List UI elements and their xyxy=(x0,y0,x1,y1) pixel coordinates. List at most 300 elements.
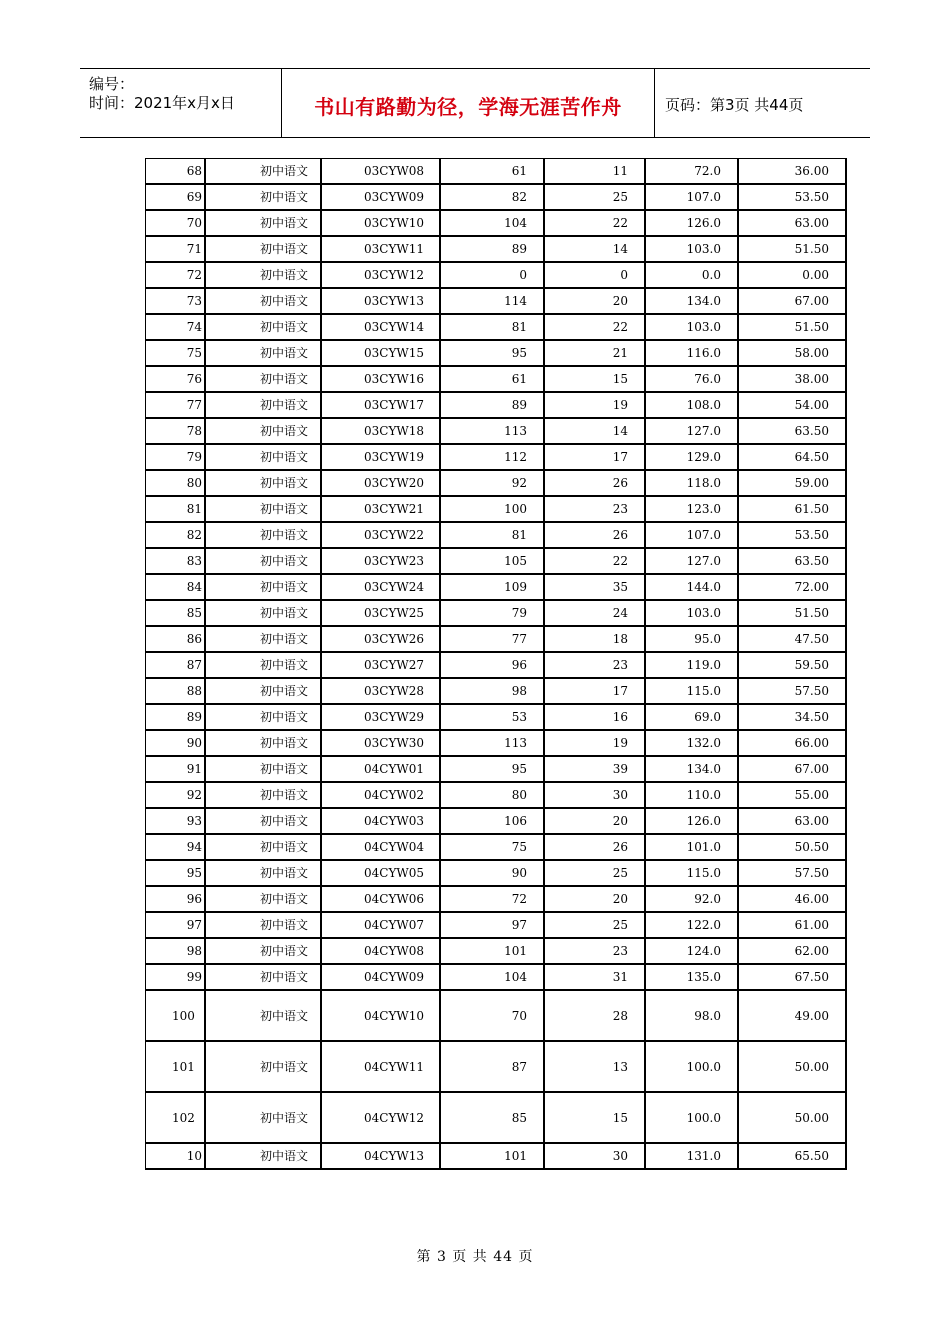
score-b-cell: 28 xyxy=(545,991,646,1042)
average-cell: 50.00 xyxy=(739,1042,847,1093)
row-number xyxy=(146,1042,206,1093)
average-cell: 64.50 xyxy=(739,445,847,471)
header-page-info: 页码：第3页 共44页 xyxy=(665,96,804,114)
subject-cell: 初中语文 xyxy=(206,1093,322,1144)
table-row xyxy=(146,497,847,523)
average-cell: 0.00 xyxy=(739,263,847,289)
table-row xyxy=(146,731,847,757)
code-cell: 04CYW07 xyxy=(322,913,441,939)
subject-cell: 初中语文 xyxy=(206,939,322,965)
total-cell: 100.0 xyxy=(646,1093,739,1144)
subject-cell: 初中语文 xyxy=(206,445,322,471)
row-number: 99 xyxy=(146,965,206,991)
table-row xyxy=(146,263,847,289)
row-number: 71 xyxy=(146,237,206,263)
code-cell: 03CYW09 xyxy=(322,185,441,211)
table-row xyxy=(146,705,847,731)
document-number-label: 编号： xyxy=(89,75,135,93)
table-row xyxy=(146,445,847,471)
table-row xyxy=(146,757,847,783)
table-row xyxy=(146,653,847,679)
code-cell: 03CYW19 xyxy=(322,445,441,471)
row-number: 97 xyxy=(146,913,206,939)
total-cell: 127.0 xyxy=(646,549,739,575)
average-cell: 59.00 xyxy=(739,471,847,497)
table-row xyxy=(146,575,847,601)
total-cell: 69.0 xyxy=(646,705,739,731)
row-number: 94 xyxy=(146,835,206,861)
subject-cell: 初中语文 xyxy=(206,289,322,315)
score-a-cell: 105 xyxy=(441,549,545,575)
total-cell: 115.0 xyxy=(646,679,739,705)
row-number: 69 xyxy=(146,185,206,211)
code-cell: 04CYW13 xyxy=(322,1144,441,1170)
code-cell: 03CYW30 xyxy=(322,731,441,757)
score-table-body xyxy=(146,159,847,1170)
score-b-cell: 30 xyxy=(545,1144,646,1170)
total-cell: 134.0 xyxy=(646,289,739,315)
average-cell: 57.50 xyxy=(739,861,847,887)
average-cell: 53.50 xyxy=(739,523,847,549)
page-header xyxy=(80,68,870,138)
row-number: 79 xyxy=(146,445,206,471)
row-number: 76 xyxy=(146,367,206,393)
total-cell: 95.0 xyxy=(646,627,739,653)
total-cell: 144.0 xyxy=(646,575,739,601)
subject-cell: 初中语文 xyxy=(206,809,322,835)
average-cell: 61.00 xyxy=(739,913,847,939)
code-cell: 03CYW08 xyxy=(322,159,441,185)
score-b-cell: 26 xyxy=(545,835,646,861)
table-row xyxy=(146,341,847,367)
score-b-cell: 26 xyxy=(545,523,646,549)
code-cell: 03CYW24 xyxy=(322,575,441,601)
average-cell: 51.50 xyxy=(739,601,847,627)
average-cell: 67.00 xyxy=(739,757,847,783)
total-cell: 72.0 xyxy=(646,159,739,185)
score-b-cell: 14 xyxy=(545,237,646,263)
score-b-cell: 15 xyxy=(545,1093,646,1144)
score-a-cell: 70 xyxy=(441,991,545,1042)
row-number: 91 xyxy=(146,757,206,783)
code-cell: 03CYW28 xyxy=(322,679,441,705)
average-cell: 53.50 xyxy=(739,185,847,211)
table-row xyxy=(146,861,847,887)
code-cell: 03CYW21 xyxy=(322,497,441,523)
average-cell: 62.00 xyxy=(739,939,847,965)
code-cell: 04CYW04 xyxy=(322,835,441,861)
table-row xyxy=(146,237,847,263)
average-cell: 49.00 xyxy=(739,991,847,1042)
table-row xyxy=(146,1093,847,1144)
row-number: 95 xyxy=(146,861,206,887)
score-b-cell: 21 xyxy=(545,341,646,367)
table-row xyxy=(146,627,847,653)
row-number: 85 xyxy=(146,601,206,627)
total-cell: 0.0 xyxy=(646,263,739,289)
total-cell: 118.0 xyxy=(646,471,739,497)
total-cell: 115.0 xyxy=(646,861,739,887)
table-row xyxy=(146,523,847,549)
subject-cell: 初中语文 xyxy=(206,1144,322,1170)
total-cell: 103.0 xyxy=(646,601,739,627)
subject-cell: 初中语文 xyxy=(206,757,322,783)
code-cell: 04CYW02 xyxy=(322,783,441,809)
score-a-cell: 98 xyxy=(441,679,545,705)
row-number: 77 xyxy=(146,393,206,419)
score-a-cell: 53 xyxy=(441,705,545,731)
score-b-cell: 15 xyxy=(545,367,646,393)
score-b-cell: 20 xyxy=(545,289,646,315)
document-date-label: 时间：2021年x月x日 xyxy=(89,94,235,112)
row-number-wrapped: 101 xyxy=(172,1060,195,1074)
row-number: 73 xyxy=(146,289,206,315)
subject-cell: 初中语文 xyxy=(206,705,322,731)
score-a-cell: 95 xyxy=(441,757,545,783)
total-cell: 101.0 xyxy=(646,835,739,861)
row-number-wrapped: 100 xyxy=(172,1009,195,1023)
total-cell: 100.0 xyxy=(646,1042,739,1093)
score-b-cell: 31 xyxy=(545,965,646,991)
score-b-cell: 23 xyxy=(545,939,646,965)
header-motto: 书山有路勤为径，学海无涯苦作舟 xyxy=(314,95,622,119)
average-cell: 63.50 xyxy=(739,419,847,445)
row-number: 87 xyxy=(146,653,206,679)
header-meta-cell xyxy=(80,69,282,137)
table-row xyxy=(146,939,847,965)
score-b-cell: 17 xyxy=(545,445,646,471)
total-cell: 126.0 xyxy=(646,211,739,237)
table-row xyxy=(146,809,847,835)
score-b-cell: 13 xyxy=(545,1042,646,1093)
total-cell: 103.0 xyxy=(646,315,739,341)
subject-cell: 初中语文 xyxy=(206,419,322,445)
average-cell: 47.50 xyxy=(739,627,847,653)
total-cell: 116.0 xyxy=(646,341,739,367)
table-row xyxy=(146,835,847,861)
code-cell: 04CYW10 xyxy=(322,991,441,1042)
row-number: 93 xyxy=(146,809,206,835)
score-a-cell: 80 xyxy=(441,783,545,809)
code-cell: 04CYW06 xyxy=(322,887,441,913)
code-cell: 03CYW29 xyxy=(322,705,441,731)
total-cell: 107.0 xyxy=(646,523,739,549)
table-row xyxy=(146,991,847,1042)
code-cell: 04CYW03 xyxy=(322,809,441,835)
total-cell: 123.0 xyxy=(646,497,739,523)
score-a-cell: 101 xyxy=(441,939,545,965)
score-a-cell: 90 xyxy=(441,861,545,887)
table-row xyxy=(146,367,847,393)
row-number: 82 xyxy=(146,523,206,549)
row-number xyxy=(146,1093,206,1144)
table-row xyxy=(146,1042,847,1093)
score-b-cell: 19 xyxy=(545,393,646,419)
score-b-cell: 22 xyxy=(545,315,646,341)
score-a-cell: 89 xyxy=(441,237,545,263)
average-cell: 38.00 xyxy=(739,367,847,393)
table-row xyxy=(146,601,847,627)
score-a-cell: 77 xyxy=(441,627,545,653)
score-b-cell: 16 xyxy=(545,705,646,731)
row-number: 72 xyxy=(146,263,206,289)
row-number: 96 xyxy=(146,887,206,913)
row-number: 89 xyxy=(146,705,206,731)
header-motto-cell xyxy=(282,69,655,137)
total-cell: 92.0 xyxy=(646,887,739,913)
score-a-cell: 106 xyxy=(441,809,545,835)
score-b-cell: 23 xyxy=(545,497,646,523)
total-cell: 132.0 xyxy=(646,731,739,757)
average-cell: 66.00 xyxy=(739,731,847,757)
total-cell: 126.0 xyxy=(646,809,739,835)
total-cell: 134.0 xyxy=(646,757,739,783)
subject-cell: 初中语文 xyxy=(206,965,322,991)
score-a-cell: 97 xyxy=(441,913,545,939)
code-cell: 03CYW20 xyxy=(322,471,441,497)
table-row xyxy=(146,965,847,991)
score-b-cell: 24 xyxy=(545,601,646,627)
row-number: 81 xyxy=(146,497,206,523)
code-cell: 03CYW16 xyxy=(322,367,441,393)
score-b-cell: 20 xyxy=(545,809,646,835)
table-row xyxy=(146,159,847,185)
subject-cell: 初中语文 xyxy=(206,549,322,575)
row-number: 84 xyxy=(146,575,206,601)
row-number: 75 xyxy=(146,341,206,367)
score-a-cell: 113 xyxy=(441,419,545,445)
average-cell: 61.50 xyxy=(739,497,847,523)
code-cell: 03CYW14 xyxy=(322,315,441,341)
average-cell: 34.50 xyxy=(739,705,847,731)
table-row xyxy=(146,211,847,237)
table-row xyxy=(146,471,847,497)
score-b-cell: 22 xyxy=(545,549,646,575)
score-a-cell: 95 xyxy=(441,341,545,367)
score-a-cell: 61 xyxy=(441,367,545,393)
total-cell: 122.0 xyxy=(646,913,739,939)
subject-cell: 初中语文 xyxy=(206,315,322,341)
code-cell: 03CYW12 xyxy=(322,263,441,289)
row-number-wrapped: 102 xyxy=(172,1111,195,1125)
score-b-cell: 25 xyxy=(545,861,646,887)
row-number: 86 xyxy=(146,627,206,653)
score-b-cell: 30 xyxy=(545,783,646,809)
score-a-cell: 61 xyxy=(441,159,545,185)
subject-cell: 初中语文 xyxy=(206,367,322,393)
total-cell: 124.0 xyxy=(646,939,739,965)
score-a-cell: 81 xyxy=(441,315,545,341)
code-cell: 04CYW01 xyxy=(322,757,441,783)
score-a-cell: 96 xyxy=(441,653,545,679)
code-cell: 03CYW23 xyxy=(322,549,441,575)
score-b-cell: 25 xyxy=(545,913,646,939)
score-a-cell: 114 xyxy=(441,289,545,315)
total-cell: 119.0 xyxy=(646,653,739,679)
score-table xyxy=(145,158,847,1170)
row-number: 90 xyxy=(146,731,206,757)
row-number xyxy=(146,991,206,1042)
average-cell: 72.00 xyxy=(739,575,847,601)
row-number: 80 xyxy=(146,471,206,497)
subject-cell: 初中语文 xyxy=(206,835,322,861)
code-cell: 03CYW11 xyxy=(322,237,441,263)
code-cell: 03CYW13 xyxy=(322,289,441,315)
row-number: 10 xyxy=(146,1144,206,1170)
subject-cell: 初中语文 xyxy=(206,913,322,939)
score-a-cell: 75 xyxy=(441,835,545,861)
score-b-cell: 20 xyxy=(545,887,646,913)
average-cell: 67.50 xyxy=(739,965,847,991)
table-row xyxy=(146,783,847,809)
table-row xyxy=(146,1144,847,1170)
subject-cell: 初中语文 xyxy=(206,627,322,653)
code-cell: 04CYW11 xyxy=(322,1042,441,1093)
subject-cell: 初中语文 xyxy=(206,575,322,601)
average-cell: 59.50 xyxy=(739,653,847,679)
table-row xyxy=(146,549,847,575)
code-cell: 04CYW05 xyxy=(322,861,441,887)
subject-cell: 初中语文 xyxy=(206,341,322,367)
code-cell: 04CYW09 xyxy=(322,965,441,991)
subject-cell: 初中语文 xyxy=(206,1042,322,1093)
average-cell: 58.00 xyxy=(739,341,847,367)
subject-cell: 初中语文 xyxy=(206,601,322,627)
score-a-cell: 0 xyxy=(441,263,545,289)
score-b-cell: 26 xyxy=(545,471,646,497)
table-row xyxy=(146,913,847,939)
subject-cell: 初中语文 xyxy=(206,783,322,809)
code-cell: 03CYW15 xyxy=(322,341,441,367)
score-b-cell: 11 xyxy=(545,159,646,185)
score-a-cell: 104 xyxy=(441,211,545,237)
subject-cell: 初中语文 xyxy=(206,991,322,1042)
code-cell: 04CYW08 xyxy=(322,939,441,965)
score-b-cell: 35 xyxy=(545,575,646,601)
total-cell: 107.0 xyxy=(646,185,739,211)
score-b-cell: 0 xyxy=(545,263,646,289)
average-cell: 54.00 xyxy=(739,393,847,419)
page-footer: 第 3 页 共 44 页 xyxy=(416,1249,534,1265)
total-cell: 135.0 xyxy=(646,965,739,991)
code-cell: 03CYW17 xyxy=(322,393,441,419)
average-cell: 51.50 xyxy=(739,315,847,341)
code-cell: 03CYW26 xyxy=(322,627,441,653)
score-b-cell: 14 xyxy=(545,419,646,445)
score-b-cell: 22 xyxy=(545,211,646,237)
subject-cell: 初中语文 xyxy=(206,731,322,757)
score-a-cell: 100 xyxy=(441,497,545,523)
average-cell: 65.50 xyxy=(739,1144,847,1170)
score-a-cell: 81 xyxy=(441,523,545,549)
subject-cell: 初中语文 xyxy=(206,185,322,211)
score-b-cell: 39 xyxy=(545,757,646,783)
row-number: 92 xyxy=(146,783,206,809)
score-b-cell: 17 xyxy=(545,679,646,705)
code-cell: 03CYW27 xyxy=(322,653,441,679)
average-cell: 67.00 xyxy=(739,289,847,315)
code-cell: 04CYW12 xyxy=(322,1093,441,1144)
code-cell: 03CYW18 xyxy=(322,419,441,445)
score-a-cell: 109 xyxy=(441,575,545,601)
total-cell: 129.0 xyxy=(646,445,739,471)
score-a-cell: 92 xyxy=(441,471,545,497)
table-row xyxy=(146,315,847,341)
row-number: 74 xyxy=(146,315,206,341)
average-cell: 36.00 xyxy=(739,159,847,185)
score-a-cell: 79 xyxy=(441,601,545,627)
total-cell: 108.0 xyxy=(646,393,739,419)
score-a-cell: 101 xyxy=(441,1144,545,1170)
subject-cell: 初中语文 xyxy=(206,237,322,263)
average-cell: 63.00 xyxy=(739,809,847,835)
score-b-cell: 18 xyxy=(545,627,646,653)
table-row xyxy=(146,289,847,315)
score-a-cell: 112 xyxy=(441,445,545,471)
score-b-cell: 19 xyxy=(545,731,646,757)
row-number: 88 xyxy=(146,679,206,705)
subject-cell: 初中语文 xyxy=(206,211,322,237)
score-a-cell: 113 xyxy=(441,731,545,757)
table-row xyxy=(146,393,847,419)
total-cell: 110.0 xyxy=(646,783,739,809)
code-cell: 03CYW10 xyxy=(322,211,441,237)
average-cell: 51.50 xyxy=(739,237,847,263)
average-cell: 63.50 xyxy=(739,549,847,575)
total-cell: 127.0 xyxy=(646,419,739,445)
score-b-cell: 23 xyxy=(545,653,646,679)
subject-cell: 初中语文 xyxy=(206,887,322,913)
subject-cell: 初中语文 xyxy=(206,861,322,887)
subject-cell: 初中语文 xyxy=(206,497,322,523)
subject-cell: 初中语文 xyxy=(206,159,322,185)
total-cell: 98.0 xyxy=(646,991,739,1042)
total-cell: 76.0 xyxy=(646,367,739,393)
average-cell: 50.50 xyxy=(739,835,847,861)
average-cell: 57.50 xyxy=(739,679,847,705)
table-row xyxy=(146,419,847,445)
subject-cell: 初中语文 xyxy=(206,471,322,497)
total-cell: 131.0 xyxy=(646,1144,739,1170)
score-a-cell: 89 xyxy=(441,393,545,419)
average-cell: 46.00 xyxy=(739,887,847,913)
code-cell: 03CYW22 xyxy=(322,523,441,549)
table-row xyxy=(146,679,847,705)
table-row xyxy=(146,887,847,913)
row-number: 70 xyxy=(146,211,206,237)
score-a-cell: 85 xyxy=(441,1093,545,1144)
score-a-cell: 87 xyxy=(441,1042,545,1093)
row-number: 98 xyxy=(146,939,206,965)
code-cell: 03CYW25 xyxy=(322,601,441,627)
score-a-cell: 72 xyxy=(441,887,545,913)
subject-cell: 初中语文 xyxy=(206,393,322,419)
subject-cell: 初中语文 xyxy=(206,653,322,679)
average-cell: 55.00 xyxy=(739,783,847,809)
score-a-cell: 104 xyxy=(441,965,545,991)
subject-cell: 初中语文 xyxy=(206,679,322,705)
score-a-cell: 82 xyxy=(441,185,545,211)
score-b-cell: 25 xyxy=(545,185,646,211)
row-number: 68 xyxy=(146,159,206,185)
row-number: 83 xyxy=(146,549,206,575)
header-page-cell xyxy=(655,69,870,137)
average-cell: 63.00 xyxy=(739,211,847,237)
row-number: 78 xyxy=(146,419,206,445)
total-cell: 103.0 xyxy=(646,237,739,263)
subject-cell: 初中语文 xyxy=(206,263,322,289)
subject-cell: 初中语文 xyxy=(206,523,322,549)
